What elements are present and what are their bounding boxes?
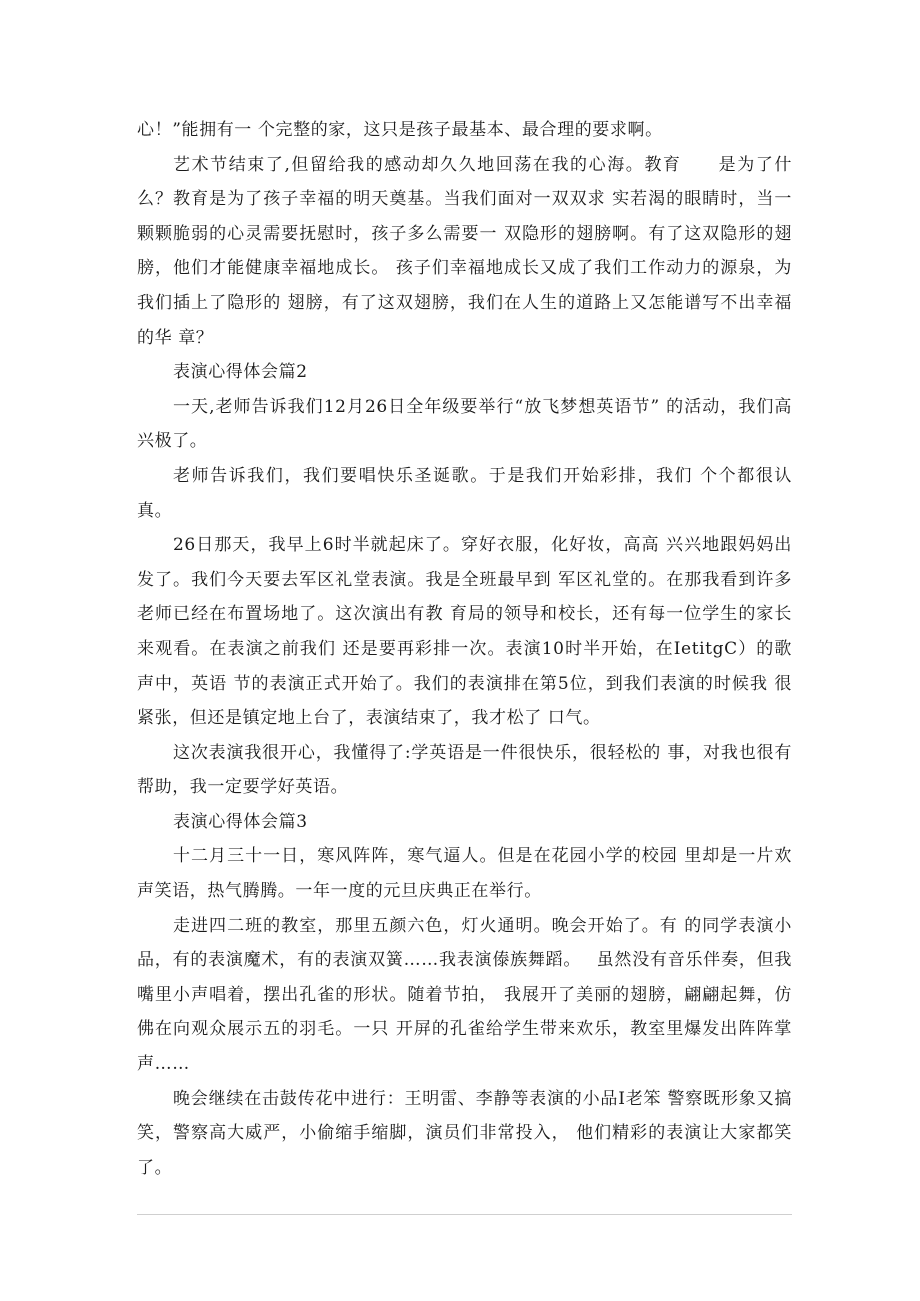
document-body [137, 113, 792, 1185]
paragraph-9: 晚会继续在击鼓传花中进行：王明雷、李静等表演的小品I老笨 警察既形象又搞笑，警察高大威严，小偷缩手缩脚，演员们非常投入， 他们精彩的表演让大家都笑了。 [137, 1088, 792, 1178]
section-heading-3: 表演心得体会篇3 [173, 811, 308, 832]
paragraph-8: 走进四二班的教室，那里五颜六色，灯火通明。晚会开始了。有 的同学表演小品，有的表演魔术，有的表演双簧……我表演傣族舞蹈。 虽然没有音乐伴奏，但我嘴里小声唱着，摆出孔雀的形状。随着节拍， 我展开了美丽的翅膀，翩翩起舞，仿佛在向观众展示五的羽毛。一只 开屏的孔雀给学生带来欢乐，教室里爆发出阵阵掌声…… [137, 915, 792, 1075]
paragraph-2: 艺术节结束了,但留给我的感动却久久地回荡在我的心海。教育 是为了什么？教育是为了孩子幸福的明天奠基。当我们面对一双双求 实若渴的眼睛时，当一颗颗脆弱的心灵需要抚慰时，孩子多么需要一 双隐形的翅膀啊。有了这双隐形的翅膀，他们才能健康幸福地成长。 孩子们幸福地成长又成了我们工作动力的源泉，为我们插上了隐形的 翅膀，有了这双翅膀，我们在人生的道路上又怎能谱写不出幸福的华 章？ [137, 154, 792, 348]
paragraph-4: 老师告诉我们，我们要唱快乐圣诞歌。于是我们开始彩排，我们 个个都很认真。 [137, 465, 792, 521]
paragraph-5: 26日那天，我早上6时半就起床了。穿好衣服，化好妆，高高 兴兴地跟妈妈出发了。我们今天要去军区礼堂表演。我是全班最早到 军区礼堂的。在那我看到许多老师已经在布置场地了。这次演出有教 育局的领导和校长，还有每一位学生的家长来观看。在表演之前我们 还是要再彩排一次。表演10时半开始，在IetitgC）的歌声中，英语 节的表演正式开始了。我们的表演排在第5位，到我们表演的时候我 很紧张，但还是镇定地上台了，表演结束了，我才松了 口气。 [137, 535, 792, 729]
paragraph-3: 一天,老师告诉我们12月26日全年级要举行“放飞梦想英语节” 的活动，我们高兴极了。 [137, 396, 792, 452]
paragraph-7: 十二月三十一日，寒风阵阵，寒气逼人。但是在花园小学的校园 里却是一片欢声笑语，热气腾腾。一年一度的元旦庆典正在举行。 [137, 846, 792, 902]
paragraph-6: 这次表演我很开心，我懂得了:学英语是一件很快乐，很轻松的 事，对我也很有帮助，我一定要学好英语。 [137, 742, 792, 798]
paragraph-1: 心！”能拥有一 个完整的家，这只是孩子最基本、最合理的要求啊。 [137, 120, 663, 140]
page-divider [137, 1214, 792, 1215]
section-heading-2: 表演心得体会篇2 [173, 362, 308, 383]
